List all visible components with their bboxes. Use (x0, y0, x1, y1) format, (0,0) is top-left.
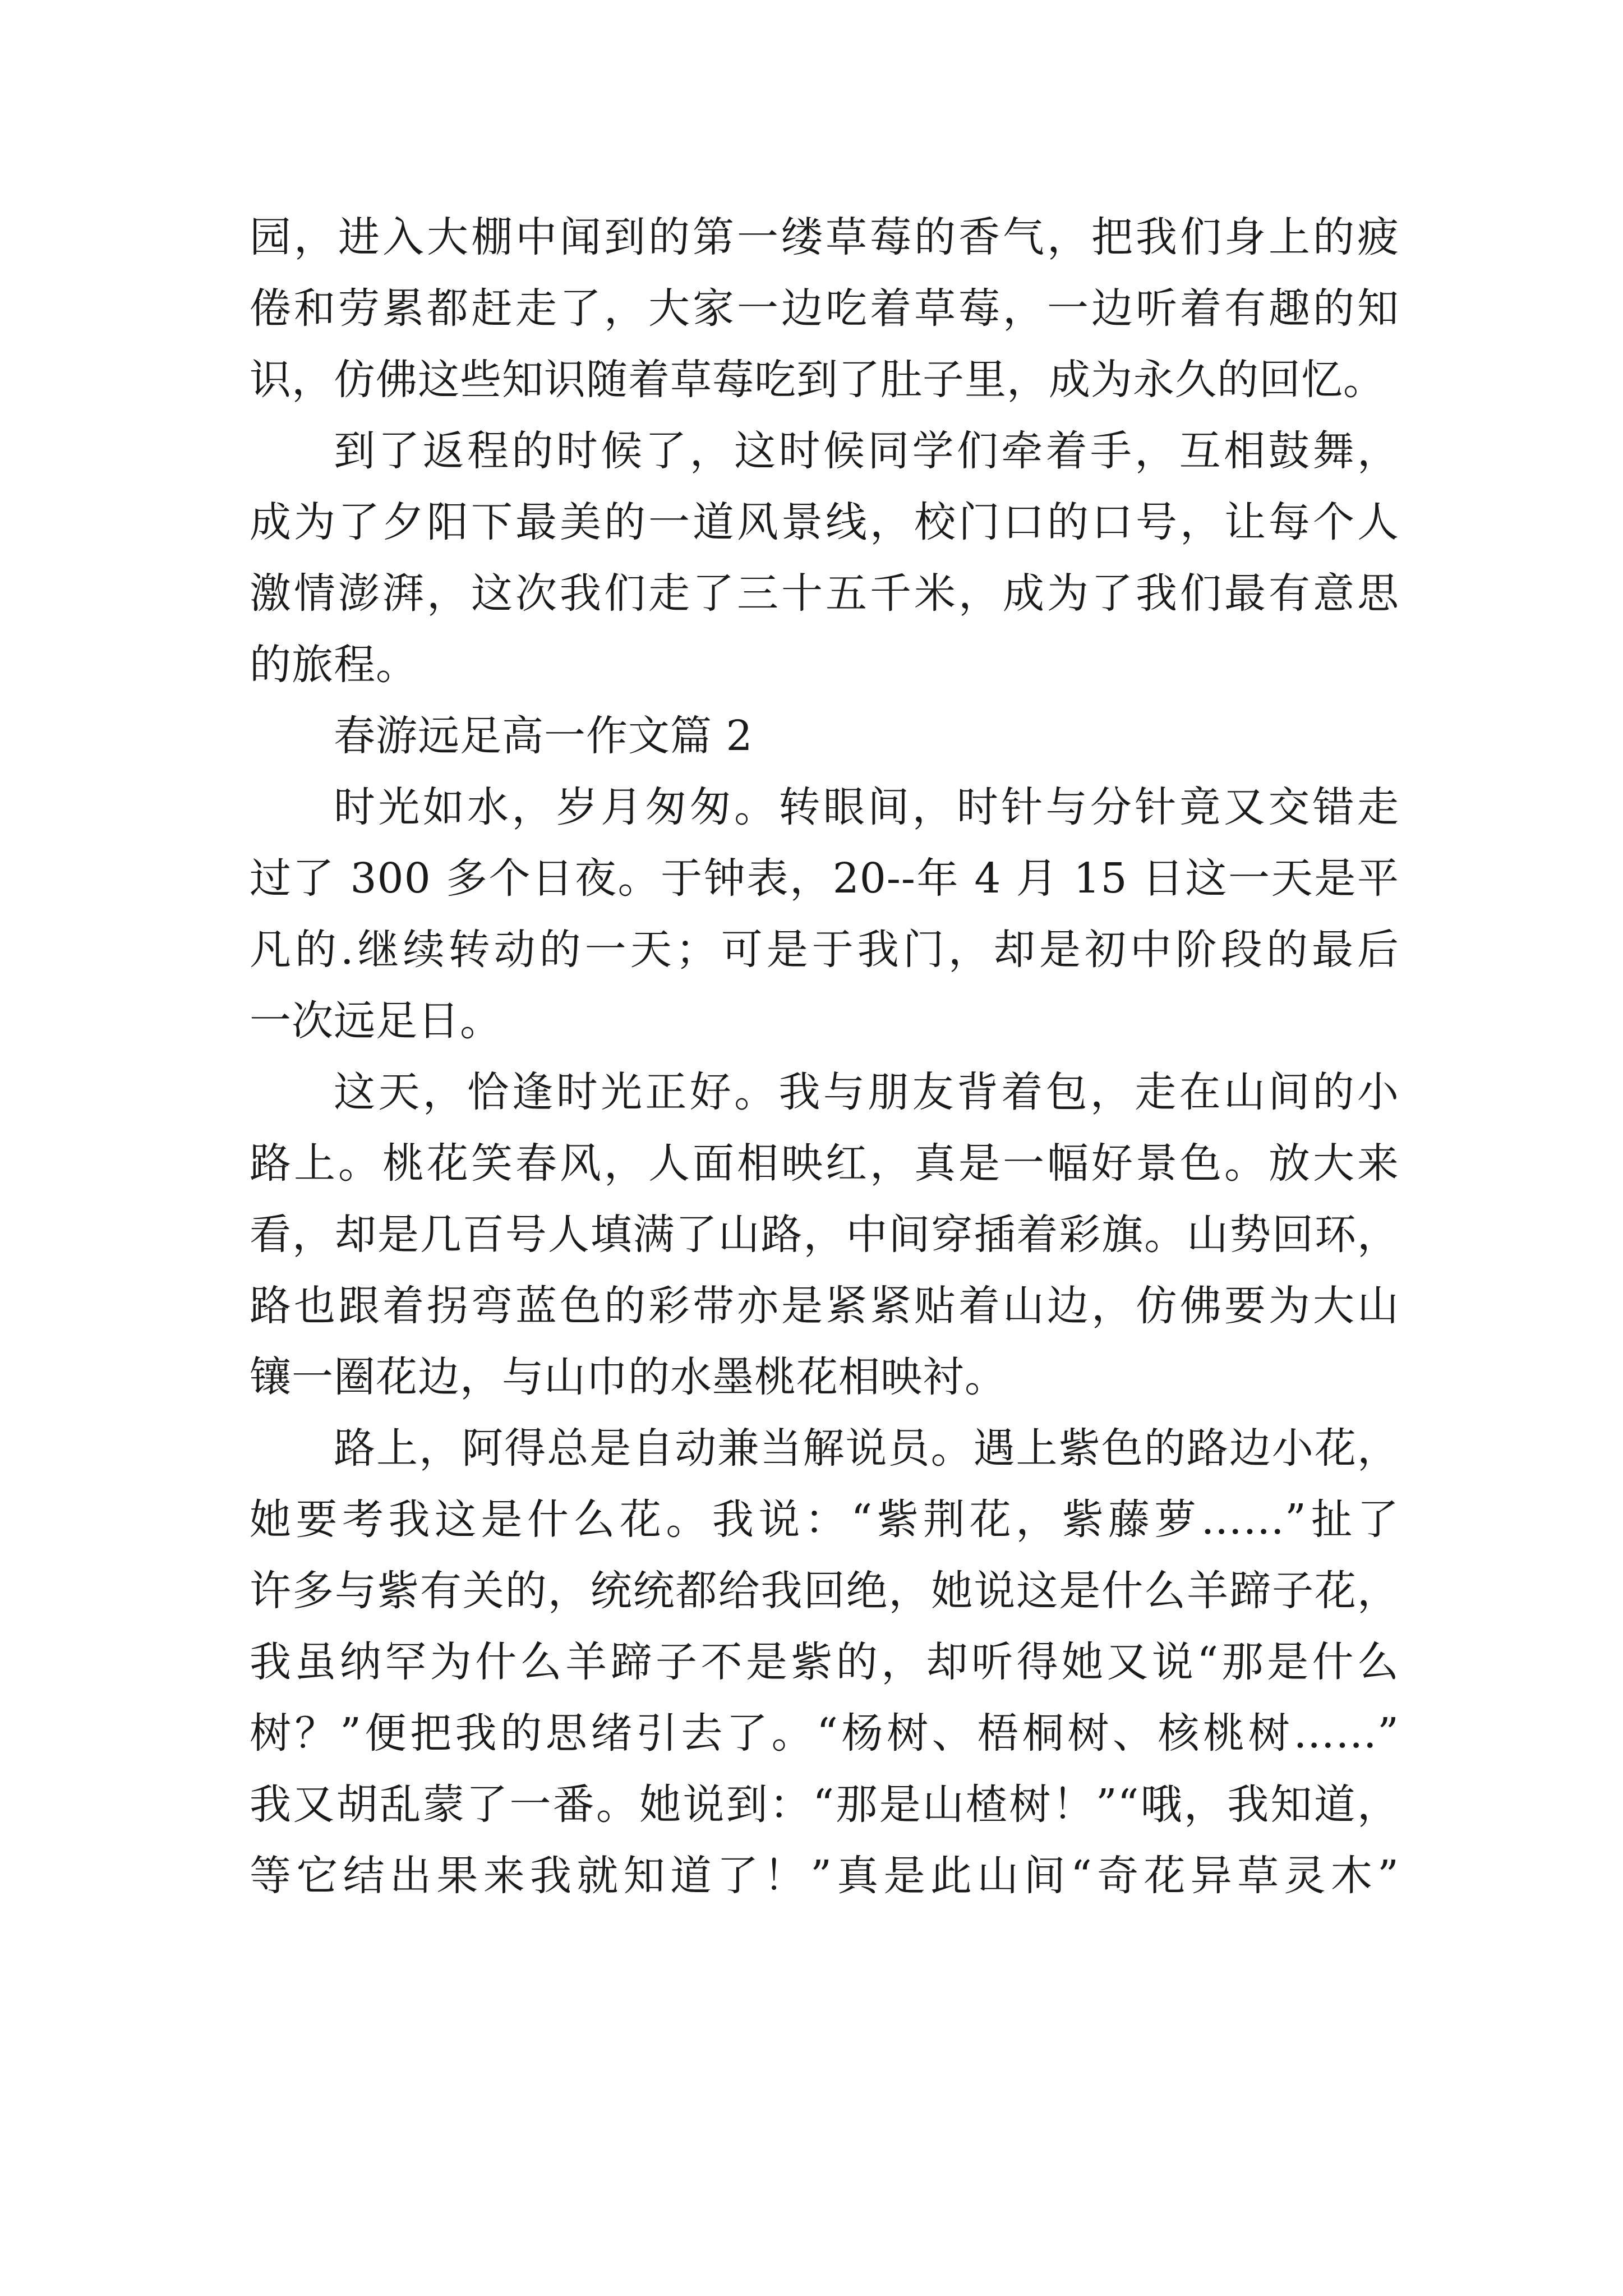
text-line: 园，进入大棚中闻到的第一缕草莓的香气，把我们身上的疲 (250, 213, 1399, 261)
text-line: 路也跟着拐弯蓝色的彩带亦是紧紧贴着山边，仿佛要为大山 (250, 1282, 1399, 1330)
text-line: 看，却是几百号人填满了山路，中间穿插着彩旗。山势回环， (250, 1211, 1399, 1259)
text-line: 路上。桃花笑春风，人面相映红，真是一幅好景色。放大来 (250, 1139, 1399, 1188)
paragraph-first-line: 这天，恰逢时光正好。我与朋友背着包，走在山间的小 (334, 1068, 1399, 1116)
paragraph-first-line: 路上，阿得总是自动兼当解说员。遇上紫色的路边小花， (334, 1424, 1399, 1473)
paragraph-first-line: 时光如水，岁月匆匆。转眼间，时针与分针竟又交错走 (334, 783, 1399, 831)
document-page (250, 202, 1399, 1912)
section-heading: 春游远足高一作文篇 2 (334, 712, 753, 760)
text-line: 识，仿佛这些知识随着草莓吃到了肚子里，成为永久的回忆。 (250, 356, 1385, 404)
text-line: 许多与紫有关的，统统都给我回绝，她说这是什么羊蹄子花， (250, 1567, 1399, 1615)
text-line: 成为了夕阳下最美的一道风景线，校门口的口号，让每个人 (250, 498, 1399, 546)
text-line: 倦和劳累都赶走了，大家一边吃着草莓，一边听着有趣的知 (250, 284, 1399, 333)
text-line: 一次远足日。 (250, 997, 502, 1045)
text-line: 等它结出果来我就知道了！”真是此山间“奇花异草灵木” (250, 1852, 1399, 1900)
text-line: 过了 300 多个日夜。于钟表，20--年 4 月 15 日这一天是平 (250, 854, 1399, 903)
text-line: 我虽纳罕为什么羊蹄子不是紫的，却听得她又说“那是什么 (250, 1638, 1399, 1686)
text-line: 凡的.继续转动的一天；可是于我门，却是初中阶段的最后 (250, 926, 1399, 974)
text-line: 她要考我这是什么花。我说：“紫荆花，紫藤萝……”扯了 (250, 1496, 1399, 1544)
text-line: 我又胡乱蒙了一番。她说到：“那是山楂树！”“哦，我知道， (250, 1780, 1399, 1829)
text-line: 激情澎湃，这次我们走了三十五千米，成为了我们最有意思 (250, 569, 1399, 618)
paragraph-first-line: 到了返程的时候了，这时候同学们牵着手，互相鼓舞， (334, 427, 1399, 475)
text-line: 树？”便把我的思绪引去了。“杨树、梧桐树、核桃树……” (250, 1709, 1399, 1757)
text-line: 镶一圈花边，与山巾的水墨桃花相映衬。 (250, 1353, 1007, 1401)
text-line: 的旅程。 (250, 641, 418, 689)
